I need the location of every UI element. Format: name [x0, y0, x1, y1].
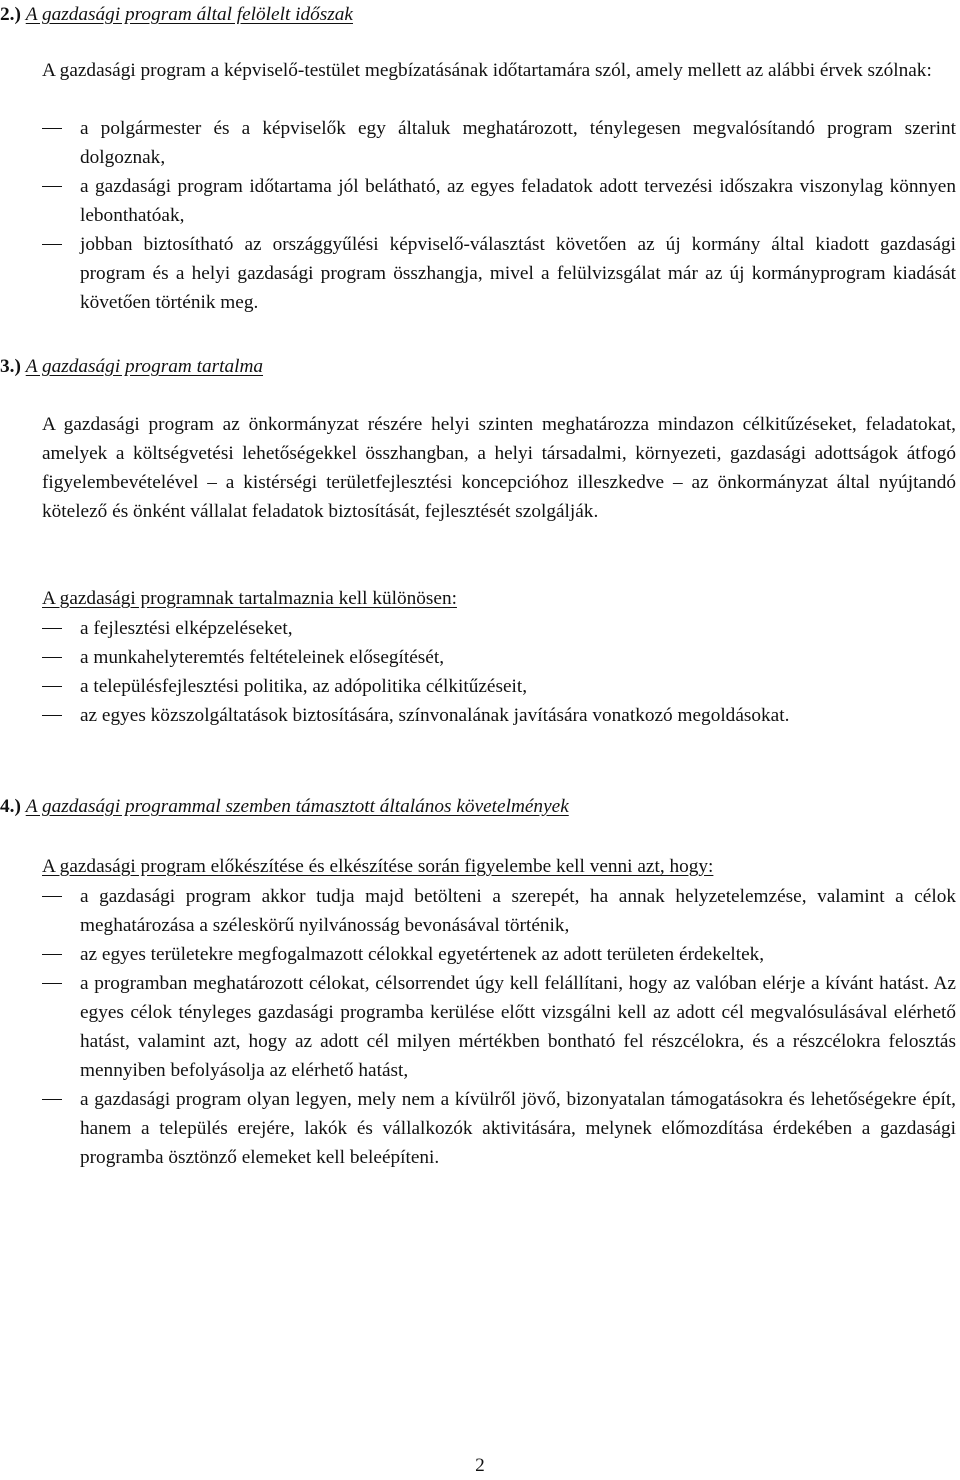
list-item-text: a gazdasági program akkor tudja majd betölteni a szerepét, ha annak helyzetelemzése, valamint a célok meghatározása a széleskörű nyilvánosság bevonásával történik,	[80, 886, 956, 936]
section-3-list-intro: A gazdasági programnak tartalmaznia kell különösen:	[42, 588, 457, 609]
list-item-text: az egyes közszolgáltatások biztosítására, színvonalának javítására vonatkozó megoldásokat.	[80, 705, 790, 726]
list-item-text: jobban biztosítható az országgyűlési képviselő-választást követően az új kormány által kiadott gazdasági program és a helyi gazdasági program összhangja, mivel a felülvizsgálat már az új kormányprogram kiadását követően történik meg.	[80, 234, 956, 313]
dash-bullet-icon	[42, 954, 62, 955]
list-item	[0, 114, 956, 172]
section-3-number: 3.)	[0, 356, 21, 377]
dash-bullet-icon	[42, 657, 62, 658]
list-item-text: a programban meghatározott célokat, célsorrendet úgy kell felállítani, hogy az valóban elérje a kívánt hatást. Az egyes célok tényleges gazdasági programba kerülése előtt vizsgálni kell az adott cél megvalósulásával elérhető hatást, valamint azt, hogy az adott cél milyen mértékben bontható fel részcélokra, és a részcélokra felosztás mennyiben befolyásolja az elérhető hatást,	[80, 973, 956, 1081]
list-item	[0, 230, 956, 317]
dash-bullet-icon	[42, 896, 62, 897]
list-item	[0, 643, 956, 672]
list-item-text: a fejlesztési elképzeléseket,	[80, 618, 293, 639]
list-item	[0, 1085, 956, 1172]
section-3-title: A gazdasági program tartalma	[25, 356, 264, 377]
section-3-paragraph: A gazdasági program az önkormányzat részére helyi szinten meghatározza mindazon célkitűzéseket, feladatokat, amelyek a költségvetési lehetőségekkel összhangban, a helyi társadalmi, környezeti, gazdasági adottságok átfogó figyelembevételével – a kistérségi területfejlesztési koncepcióhoz illeszkedve – az önkormányzat által nyújtandó kötelező és önként vállalat feladatok biztosítását, fejlesztését szolgálják.	[42, 414, 956, 522]
dash-bullet-icon	[42, 244, 62, 245]
list-item	[0, 882, 956, 940]
section-3-list	[0, 614, 956, 730]
section-2-title: A gazdasági program által felölelt időszak	[25, 4, 353, 25]
dash-bullet-icon	[42, 186, 62, 187]
list-item-text: a munkahelyteremtés feltételeinek elősegítését,	[80, 647, 445, 668]
list-item	[0, 614, 956, 643]
section-3-heading	[0, 352, 263, 381]
list-item	[0, 969, 956, 1085]
section-4-title: A gazdasági programmal szemben támasztott általános követelmények	[25, 796, 569, 817]
section-2-paragraph: A gazdasági program a képviselő-testület megbízatásának időtartamára szól, amely mellett az alábbi érvek szólnak:	[42, 60, 932, 81]
section-2-list	[0, 114, 956, 317]
dash-bullet-icon	[42, 128, 62, 129]
dash-bullet-icon	[42, 1099, 62, 1100]
section-2-heading	[0, 0, 353, 29]
section-4-list-intro: A gazdasági program előkészítése és elkészítése során figyelembe kell venni azt, hogy:	[42, 856, 714, 877]
section-4-heading	[0, 792, 569, 821]
dash-bullet-icon	[42, 628, 62, 629]
list-item-text: a településfejlesztési politika, az adópolitika célkitűzéseit,	[80, 676, 528, 697]
list-item	[0, 701, 956, 730]
list-item-text: a gazdasági program időtartama jól belátható, az egyes feladatok adott tervezési időszakra viszonylag könnyen lebonthatóak,	[80, 176, 956, 226]
dash-bullet-icon	[42, 983, 62, 984]
dash-bullet-icon	[42, 686, 62, 687]
list-item	[0, 172, 956, 230]
page-number: 2	[475, 1455, 485, 1476]
list-item-text: a polgármester és a képviselők egy általuk meghatározott, ténylegesen megvalósítandó program szerint dolgoznak,	[80, 118, 956, 168]
list-item	[0, 940, 956, 969]
section-4-list	[0, 882, 956, 1172]
list-item-text: a gazdasági program olyan legyen, mely nem a kívülről jövő, bizonyatalan támogatásokra és lehetőségekre épít, hanem a település erejére, lakók és vállalkozók aktivitására, melynek előmozdítása érdekében a gazdasági programba ösztönző elemeket kell beleépíteni.	[80, 1089, 956, 1168]
list-item	[0, 672, 956, 701]
list-item-text: az egyes területekre megfogalmazott célokkal egyetértenek az adott területen érdekeltek,	[80, 944, 765, 965]
section-2-number: 2.)	[0, 4, 21, 25]
dash-bullet-icon	[42, 715, 62, 716]
section-4-number: 4.)	[0, 796, 21, 817]
